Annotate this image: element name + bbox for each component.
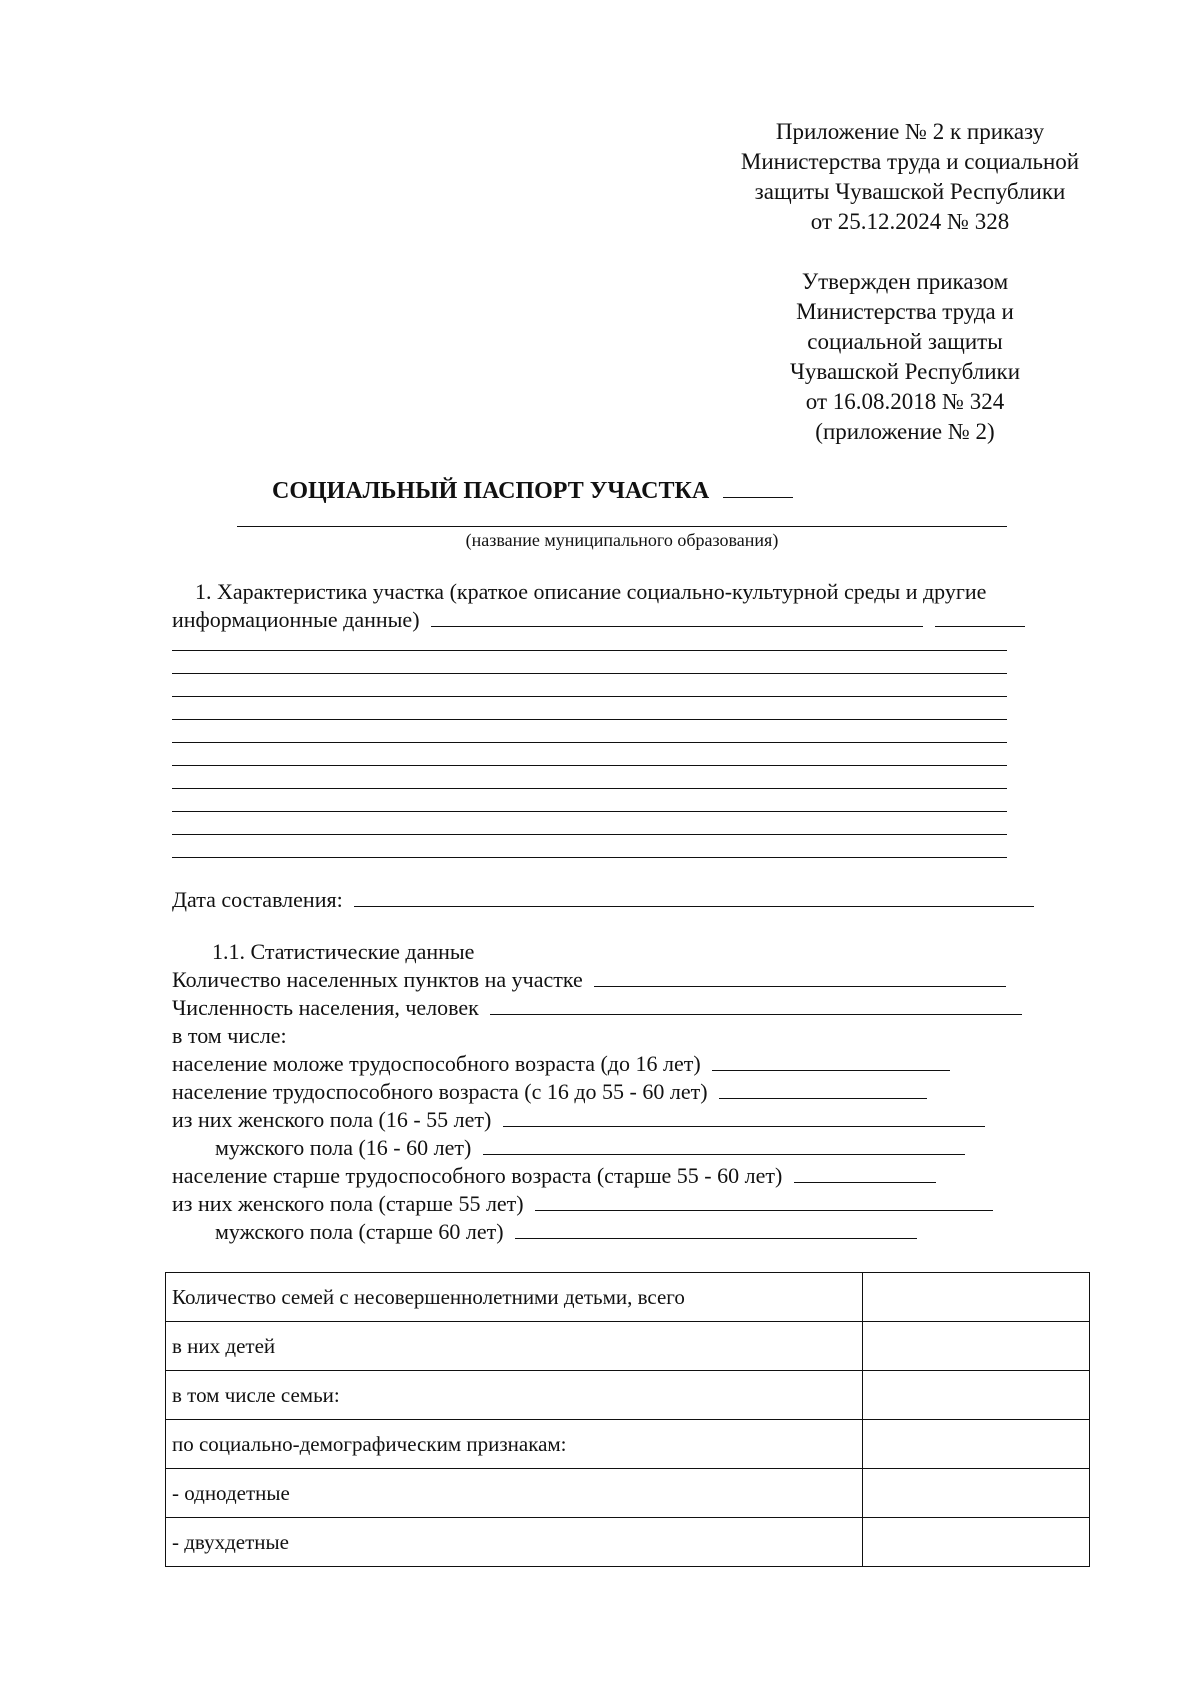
table-cell-label: в них детей [166,1322,863,1371]
approval-line: (приложение № 2) [815,419,995,444]
document-title [272,477,793,505]
stats-row [172,1078,927,1106]
table-row [166,1420,1090,1469]
stats-heading: 1.1. Статистические данные [212,939,475,964]
appendix-line: защиты Чувашской Республики [754,179,1066,204]
description-line [172,811,1007,812]
stats-blank [712,1050,950,1071]
table-row [166,1322,1090,1371]
table-row [166,1273,1090,1322]
description-line [172,673,1007,674]
description-line [172,650,1007,651]
stats-label: из них женского пола (16 - 55 лет) [172,1107,492,1132]
stats-blank [490,994,1022,1015]
table-cell-value[interactable] [863,1420,1090,1469]
description-blank-short [935,606,1025,627]
table-row [166,1371,1090,1420]
stats-row [172,1162,936,1190]
appendix-line: Министерства труда и социальной [740,149,1080,174]
stats-row [172,1050,950,1078]
stats-row [172,1022,287,1050]
stats-blank [719,1078,927,1099]
table-cell-label: по социально-демографическим признакам: [166,1420,863,1469]
stats-label: население старше трудоспособного возраста (старше 55 - 60 лет) [172,1163,783,1188]
approval-line: Утвержден приказом [801,269,1009,294]
table-cell-value[interactable] [863,1273,1090,1322]
table-row [166,1518,1090,1567]
stats-blank [794,1162,936,1183]
description-blank [431,606,923,627]
table-cell-label: Количество семей с несовершеннолетними детьми, всего [166,1273,863,1322]
stats-row [172,1190,993,1218]
section1-line2 [172,606,1025,634]
stats-blank [503,1106,985,1127]
appendix-reference [690,117,1130,237]
stats-label: из них женского пола (старше 55 лет) [172,1191,524,1216]
date-blank [354,886,1034,907]
table-row [166,1469,1090,1518]
area-number-blank [723,477,793,498]
stats-blank [515,1218,917,1239]
table-cell-value[interactable] [863,1518,1090,1567]
stats-row [172,994,1022,1022]
families-table [165,1272,1090,1567]
description-line [172,742,1007,743]
table-cell-label: в том числе семьи: [166,1371,863,1420]
table-cell-value[interactable] [863,1469,1090,1518]
description-line [172,857,1007,858]
title-text: СОЦИАЛЬНЫЙ ПАСПОРТ УЧАСТКА [272,478,710,504]
stats-row [215,1218,917,1246]
appendix-line: Приложение № 2 к приказу [775,119,1045,144]
approval-line: от 16.08.2018 № 324 [805,389,1005,414]
description-line [172,834,1007,835]
approval-line: социальной защиты [807,329,1003,354]
stats-label: Количество населенных пунктов на участке [172,967,583,992]
stats-label: в том числе: [172,1023,287,1048]
appendix-line: от 25.12.2024 № 328 [810,209,1010,234]
description-line [172,719,1007,720]
table-cell-label: - двухдетные [166,1518,863,1567]
stats-row [215,1134,965,1162]
table-cell-value[interactable] [863,1322,1090,1371]
stats-row [172,966,1006,994]
description-line [172,696,1007,697]
stats-label: население трудоспособного возраста (с 16 до 55 - 60 лет) [172,1079,708,1104]
stats-label: Численность населения, человек [172,995,479,1020]
stats-blank [594,966,1006,987]
stats-blank [535,1190,993,1211]
stats-label: мужского пола (старше 60 лет) [215,1219,504,1244]
stats-row [172,1106,985,1134]
table-cell-value[interactable] [863,1371,1090,1420]
table-cell-label: - однодетные [166,1469,863,1518]
section1-line1: 1. Характеристика участка (краткое описание социально-культурной среды и другие [195,579,987,604]
description-line [172,788,1007,789]
stats-blank [483,1134,965,1155]
municipality-caption: (название муниципального образования) [465,530,779,550]
municipality-name-line [237,526,1007,527]
description-line [172,765,1007,766]
section1-label: информационные данные) [172,607,420,632]
stats-label: население моложе трудоспособного возраста (до 16 лет) [172,1051,701,1076]
approval-reference [715,267,1095,447]
date-row [172,886,1034,914]
date-label: Дата составления: [172,887,343,912]
approval-line: Министерства труда и [796,299,1014,324]
approval-line: Чувашской Республики [789,359,1021,384]
stats-label: мужского пола (16 - 60 лет) [215,1135,472,1160]
